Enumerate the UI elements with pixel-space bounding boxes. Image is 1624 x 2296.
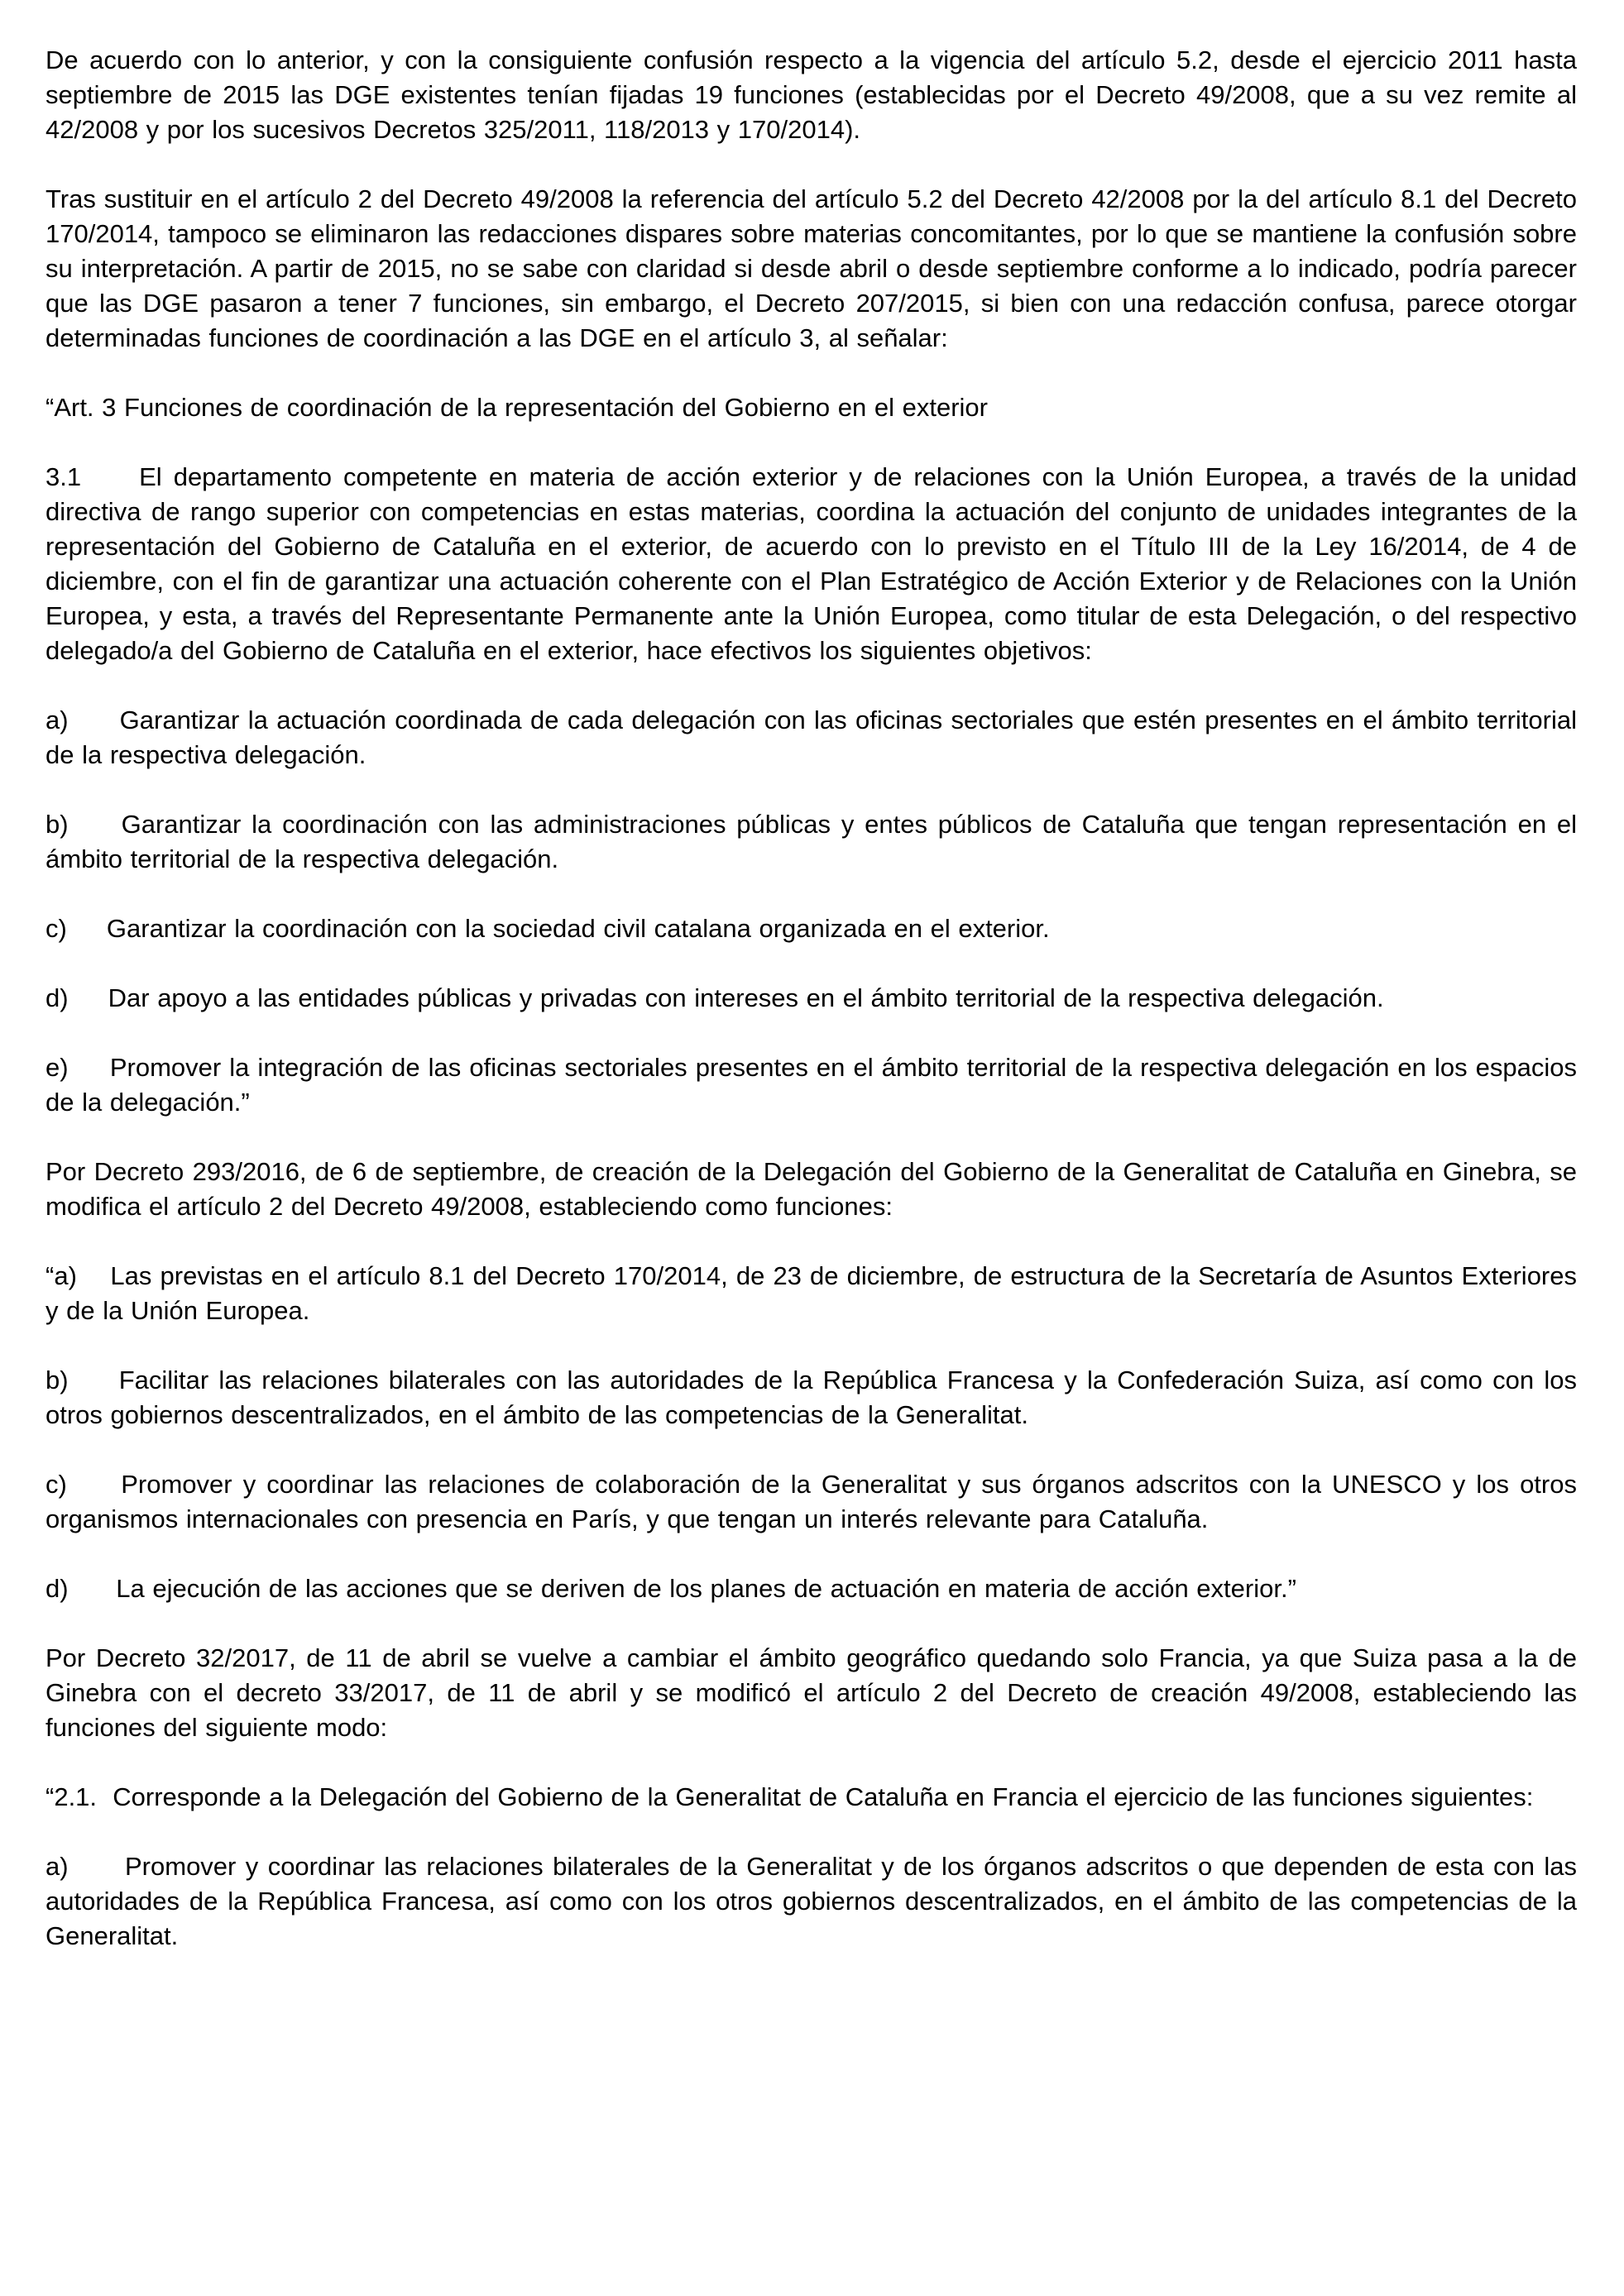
list-item-b-facilitar-relaciones: b) Facilitar las relaciones bilaterales con las autoridades de la República Francesa y la Confederación Suiza, así como con los otros gobiernos descentralizados, en el ámbito de las competencias de la Generalitat. (46, 1366, 1577, 1429)
paragraph-decreto-32-2017: Por Decreto 32/2017, de 11 de abril se vuelve a cambiar el ámbito geográfico quedando solo Francia, ya que Suiza pasa a la de Ginebra con el decreto 33/2017, de 11 de abril y se modificó el artículo 2 del Decreto de creación 49/2008, estableciendo las funciones del siguiente modo: (46, 1643, 1577, 1742)
list-item-c-garantizar-coordinacion-sociedad: c) Garantizar la coordinación con la sociedad civil catalana organizada en el exterior. (46, 914, 1050, 943)
paragraph-quote-2-1-corresponde: “2.1. Corresponde a la Delegación del Gobierno de la Generalitat de Cataluña en Francia el ejercicio de las funciones siguientes: (46, 1782, 1534, 1811)
list-item-d-ejecucion-acciones: d) La ejecución de las acciones que se deriven de los planes de actuación en materia de acción exterior.” (46, 1574, 1296, 1603)
paragraph-decreto-293-2016: Por Decreto 293/2016, de 6 de septiembre, de creación de la Delegación del Gobierno de la Generalitat de Cataluña en Ginebra, se modifica el artículo 2 del Decreto 49/2008, estableciendo como funciones: (46, 1157, 1577, 1221)
document-body (46, 43, 1577, 1954)
list-item-a-promover-coordinar-bilaterales: a) Promover y coordinar las relaciones bilaterales de la Generalitat y de los órganos adscritos o que dependen de esta con las autoridades de la República Francesa, así como con los otros gobiernos descentralizados, en el ámbito de las competencias de la Generalitat. (46, 1852, 1577, 1950)
list-item-c-promover-coordinar-unesco: c) Promover y coordinar las relaciones de colaboración de la Generalitat y sus órganos adscritos con la UNESCO y los otros organismos internacionales con presencia en París, y que tengan un interés relevante para Cataluña. (46, 1470, 1577, 1533)
paragraph-quote-art3-title: “Art. 3 Funciones de coordinación de la representación del Gobierno en el exterior (46, 393, 988, 422)
paragraph-intro-vigencia: De acuerdo con lo anterior, y con la consiguiente confusión respecto a la vigencia del artículo 5.2, desde el ejercicio 2011 hasta septiembre de 2015 las DGE existentes tenían fijadas 19 funciones (establecidas por el Decreto 49/2008, que a su vez remite al 42/2008 y por los sucesivos Decretos 325/2011, 118/2013 y 170/2014). (46, 45, 1577, 144)
list-item-e-promover-integracion: e) Promover la integración de las oficinas sectoriales presentes en el ámbito territorial de la respectiva delegación en los espacios de la delegación.” (46, 1053, 1577, 1117)
list-item-a-previstas-art-8-1: “a) Las previstas en el artículo 8.1 del Decreto 170/2014, de 23 de diciembre, de estructura de la Secretaría de Asuntos Exteriores y de la Unión Europea. (46, 1261, 1577, 1325)
list-item-b-garantizar-coordinacion-administraciones: b) Garantizar la coordinación con las administraciones públicas y entes públicos de Cataluña que tengan representación en el ámbito territorial de la respectiva delegación. (46, 810, 1577, 873)
list-item-a-garantizar-actuacion: a) Garantizar la actuación coordinada de cada delegación con las oficinas sectoriales que estén presentes en el ámbito territorial de la respectiva delegación. (46, 706, 1577, 769)
paragraph-tras-sustituir: Tras sustituir en el artículo 2 del Decreto 49/2008 la referencia del artículo 5.2 del Decreto 42/2008 por la del artículo 8.1 del Decreto 170/2014, tampoco se eliminaron las redacciones dispares sobre materias concomitantes, por lo que se mantiene la confusión sobre su interpretación. A partir de 2015, no se sabe con claridad si desde abril o desde septiembre conforme a lo indicado, podría parecer que las DGE pasaron a tener 7 funciones, sin embargo, el Decreto 207/2015, si bien con una redacción confusa, parece otorgar determinadas funciones de coordinación a las DGE en el artículo 3, al señalar: (46, 184, 1577, 352)
paragraph-art3-3-1: 3.1 El departamento competente en materia de acción exterior y de relaciones con la Unión Europea, a través de la unidad directiva de rango superior con competencias en estas materias, coordina la actuación del conjunto de unidades integrantes de la representación del Gobierno de Cataluña en el exterior, de acuerdo con lo previsto en el Título III de la Ley 16/2014, de 4 de diciembre, con el fin de garantizar una actuación coherente con el Plan Estratégico de Acción Exterior y de Relaciones con la Unión Europea, y esta, a través del Representante Permanente ante la Unión Europea, como titular de esta Delegación, o del respectivo delegado/a del Gobierno de Cataluña en el exterior, hace efectivos los siguientes objetivos: (46, 462, 1577, 665)
list-item-d-dar-apoyo: d) Dar apoyo a las entidades públicas y privadas con intereses en el ámbito territorial de la respectiva delegación. (46, 983, 1384, 1012)
